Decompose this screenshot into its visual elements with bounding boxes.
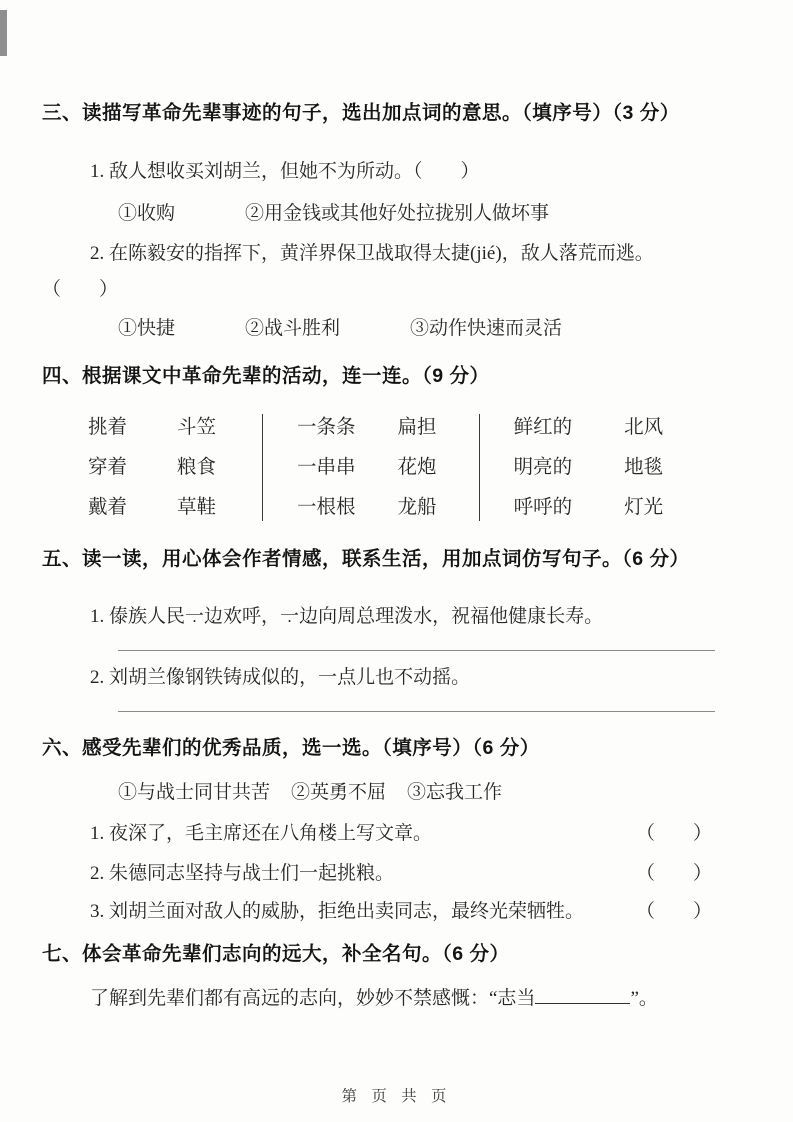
question-3-1: 1. 敌人想收 •买 •刘胡兰，但她不为所动。（ ） bbox=[90, 156, 753, 187]
matching-group-1 bbox=[88, 414, 262, 521]
quality-option-3: ③忘我工作 bbox=[407, 782, 503, 803]
question-6-1-answer-parens: （ ） bbox=[635, 823, 712, 844]
match-word: 扁担 bbox=[397, 417, 437, 438]
question-6-1 bbox=[90, 820, 712, 847]
match-word: 地毯 bbox=[624, 457, 664, 478]
question-7-suffix: ”。 bbox=[630, 988, 658, 1009]
option-3-1-2: ②用金钱或其他好处拉拢别人做坏事 bbox=[245, 203, 550, 224]
question-3-2: 2. 在陈毅安的指挥下，黄洋界保卫战取得大 •捷 •(jié)，敌人落荒而逃。 bbox=[90, 238, 753, 269]
option-3-1-1: ①收购 bbox=[118, 203, 176, 224]
match-word: 北风 bbox=[624, 417, 664, 438]
question-6-2 bbox=[90, 860, 712, 887]
match-word: 花炮 bbox=[397, 457, 437, 478]
section-5-heading: 五、读一读，用心体会作者情感，联系生活，用加点词仿写句子。（6 分） bbox=[42, 548, 690, 570]
question-6-3-text: 3. 刘胡兰面对敌人的威胁，拒绝出卖同志，最终光荣牺牲。 bbox=[90, 901, 585, 922]
match-word: 草鞋 bbox=[177, 497, 217, 518]
match-word: 明亮的 bbox=[513, 457, 573, 478]
section-5 bbox=[42, 546, 753, 712]
answer-line-5-1 bbox=[118, 650, 715, 651]
question-6-3 bbox=[90, 898, 712, 925]
page-footer: 第 页 共 页 bbox=[341, 1088, 452, 1105]
section-7-heading: 七、体会革命先辈们志向的远大，补全名句。（6 分） bbox=[42, 943, 510, 965]
matching-group-2 bbox=[262, 414, 479, 521]
option-3-2-1: ①快捷 bbox=[118, 318, 176, 339]
section-3 bbox=[42, 100, 753, 342]
question-3-2-options bbox=[118, 315, 753, 342]
section-4-heading: 四、根据课文中革命先辈的活动，连一连。（9 分） bbox=[42, 365, 490, 387]
option-3-2-3: ③动作快速而灵活 bbox=[410, 318, 563, 339]
question-3-1-options bbox=[118, 200, 753, 227]
fill-in-blank bbox=[535, 985, 630, 1004]
match-word: 一根根 bbox=[297, 497, 356, 518]
match-word: 穿着 bbox=[88, 457, 128, 478]
question-5-2: 2. 刘胡兰像 •钢铁铸成似 •的 •，一点儿也不动摇。 bbox=[90, 662, 753, 693]
match-word: 一条条 bbox=[297, 417, 356, 438]
section-4 bbox=[42, 363, 753, 521]
section-6-heading: 六、感受先辈们的优秀品质，选一选。（填序号）（6 分） bbox=[42, 737, 540, 759]
option-3-2-2: ②战斗胜利 bbox=[245, 318, 341, 339]
section-3-heading: 三、读描写革命先辈事迹的句子，选出加点词的意思。（填序号）（3 分） bbox=[42, 102, 680, 124]
question-7-prefix: 了解到先辈们都有高远的志向，妙妙不禁感慨：“志当 bbox=[90, 988, 536, 1009]
question-5-1: 1. 傣族人民一 •边 •欢呼，一 •边 •向周总理泼水，祝福他健康长寿。 bbox=[90, 601, 753, 632]
question-6-2-answer-parens: （ ） bbox=[635, 863, 712, 884]
match-word: 龙船 bbox=[397, 497, 437, 518]
match-word: 粮食 bbox=[177, 457, 217, 478]
section-6-options bbox=[118, 779, 753, 806]
quality-option-1: ①与战士同甘共苦 bbox=[118, 782, 271, 803]
match-word: 戴着 bbox=[88, 497, 128, 518]
section-7 bbox=[42, 941, 753, 1013]
quality-option-2: ②英勇不屈 bbox=[291, 782, 387, 803]
match-word: 一串串 bbox=[297, 457, 356, 478]
scan-edge-artifact bbox=[0, 10, 7, 56]
question-7-sentence bbox=[90, 985, 753, 1013]
question-6-3-answer-parens: （ ） bbox=[635, 901, 712, 922]
matching-group-3 bbox=[479, 414, 664, 521]
match-word: 斗笠 bbox=[177, 417, 217, 438]
match-word: 鲜红的 bbox=[513, 417, 573, 438]
question-6-1-text: 1. 夜深了，毛主席还在八角楼上写文章。 bbox=[90, 823, 433, 844]
match-word: 呼呼的 bbox=[513, 497, 573, 518]
matching-table bbox=[88, 414, 753, 521]
match-word: 挑着 bbox=[88, 417, 128, 438]
answer-line-5-2 bbox=[118, 711, 715, 712]
match-word: 灯光 bbox=[624, 497, 664, 518]
question-6-2-text: 2. 朱德同志坚持与战士们一起挑粮。 bbox=[90, 863, 395, 884]
section-6 bbox=[42, 735, 753, 925]
question-3-2-answer-parens: （ ） bbox=[42, 279, 119, 300]
